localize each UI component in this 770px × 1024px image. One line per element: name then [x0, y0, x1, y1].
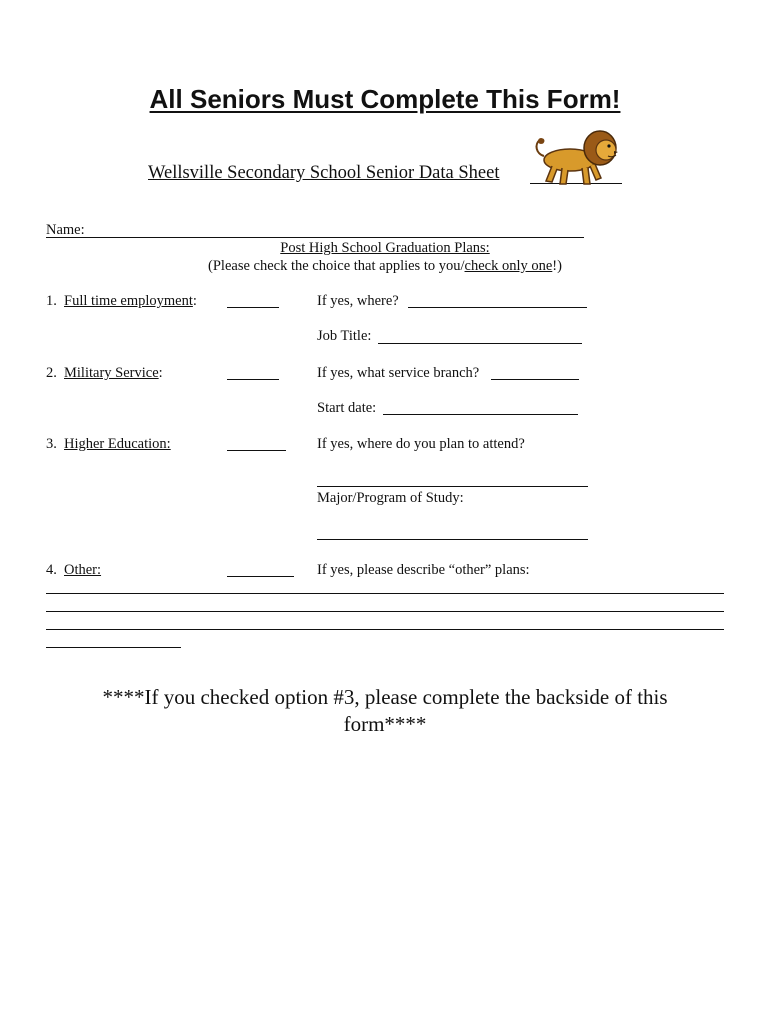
option-4-number: 4. — [46, 562, 57, 578]
option-2-label-wrap — [64, 365, 163, 382]
service-branch-field[interactable] — [491, 379, 579, 380]
form-subtitle: Wellsville Secondary School Senior Data Sheet — [148, 163, 500, 183]
option-3-label-wrap — [64, 436, 171, 453]
other-plans-line-4[interactable] — [46, 647, 181, 648]
option-3-check[interactable] — [227, 450, 286, 451]
option-3-number: 3. — [46, 436, 57, 452]
option-1-suffix: : — [192, 293, 197, 309]
start-date-field[interactable] — [383, 414, 578, 415]
lion-mascot-icon — [530, 126, 626, 194]
option-1-check[interactable] — [227, 307, 279, 308]
job-title-label: Job Title: — [317, 328, 372, 344]
page-title: All Seniors Must Complete This Form! — [149, 84, 621, 114]
major-label: Major/Program of Study: — [317, 490, 464, 506]
option-2-check[interactable] — [227, 379, 279, 380]
option-1-label: Full time employment — [64, 293, 193, 309]
instructions-text: (Please check the choice that applies to you/ — [208, 258, 465, 274]
option-2-suffix: : — [158, 365, 163, 381]
employment-where-field[interactable] — [408, 307, 587, 308]
option-4-label-wrap — [64, 562, 101, 579]
option-1-question: If yes, where? — [317, 293, 399, 309]
option-4-question: If yes, please describe “other” plans: — [317, 562, 530, 578]
plans-instructions — [0, 258, 770, 275]
option-3-question: If yes, where do you plan to attend? — [317, 436, 525, 452]
plans-heading: Post High School Graduation Plans: — [280, 240, 490, 256]
option-2-label: Military Service — [64, 365, 159, 381]
option-3-label: Higher Education: — [64, 436, 171, 452]
instructions-end: !) — [552, 258, 562, 274]
option-1-number: 1. — [46, 293, 57, 309]
other-plans-line-3[interactable] — [46, 629, 724, 630]
other-plans-line-2[interactable] — [46, 611, 724, 612]
other-plans-line-1[interactable] — [46, 593, 724, 594]
option-1-label-wrap — [64, 293, 197, 310]
backside-note: ****If you checked option #3, please complete the backside of this form**** — [102, 685, 668, 736]
major-field[interactable] — [317, 539, 588, 540]
option-4-label: Other: — [64, 562, 102, 578]
school-attend-field[interactable] — [317, 486, 588, 487]
name-field[interactable] — [46, 237, 584, 238]
option-4-check[interactable] — [227, 576, 294, 577]
name-label: Name: — [46, 222, 85, 238]
option-2-number: 2. — [46, 365, 57, 381]
instructions-emphasis: check only one — [464, 258, 553, 274]
start-date-label: Start date: — [317, 400, 377, 416]
option-2-question: If yes, what service branch? — [317, 365, 480, 381]
job-title-field[interactable] — [378, 343, 582, 344]
